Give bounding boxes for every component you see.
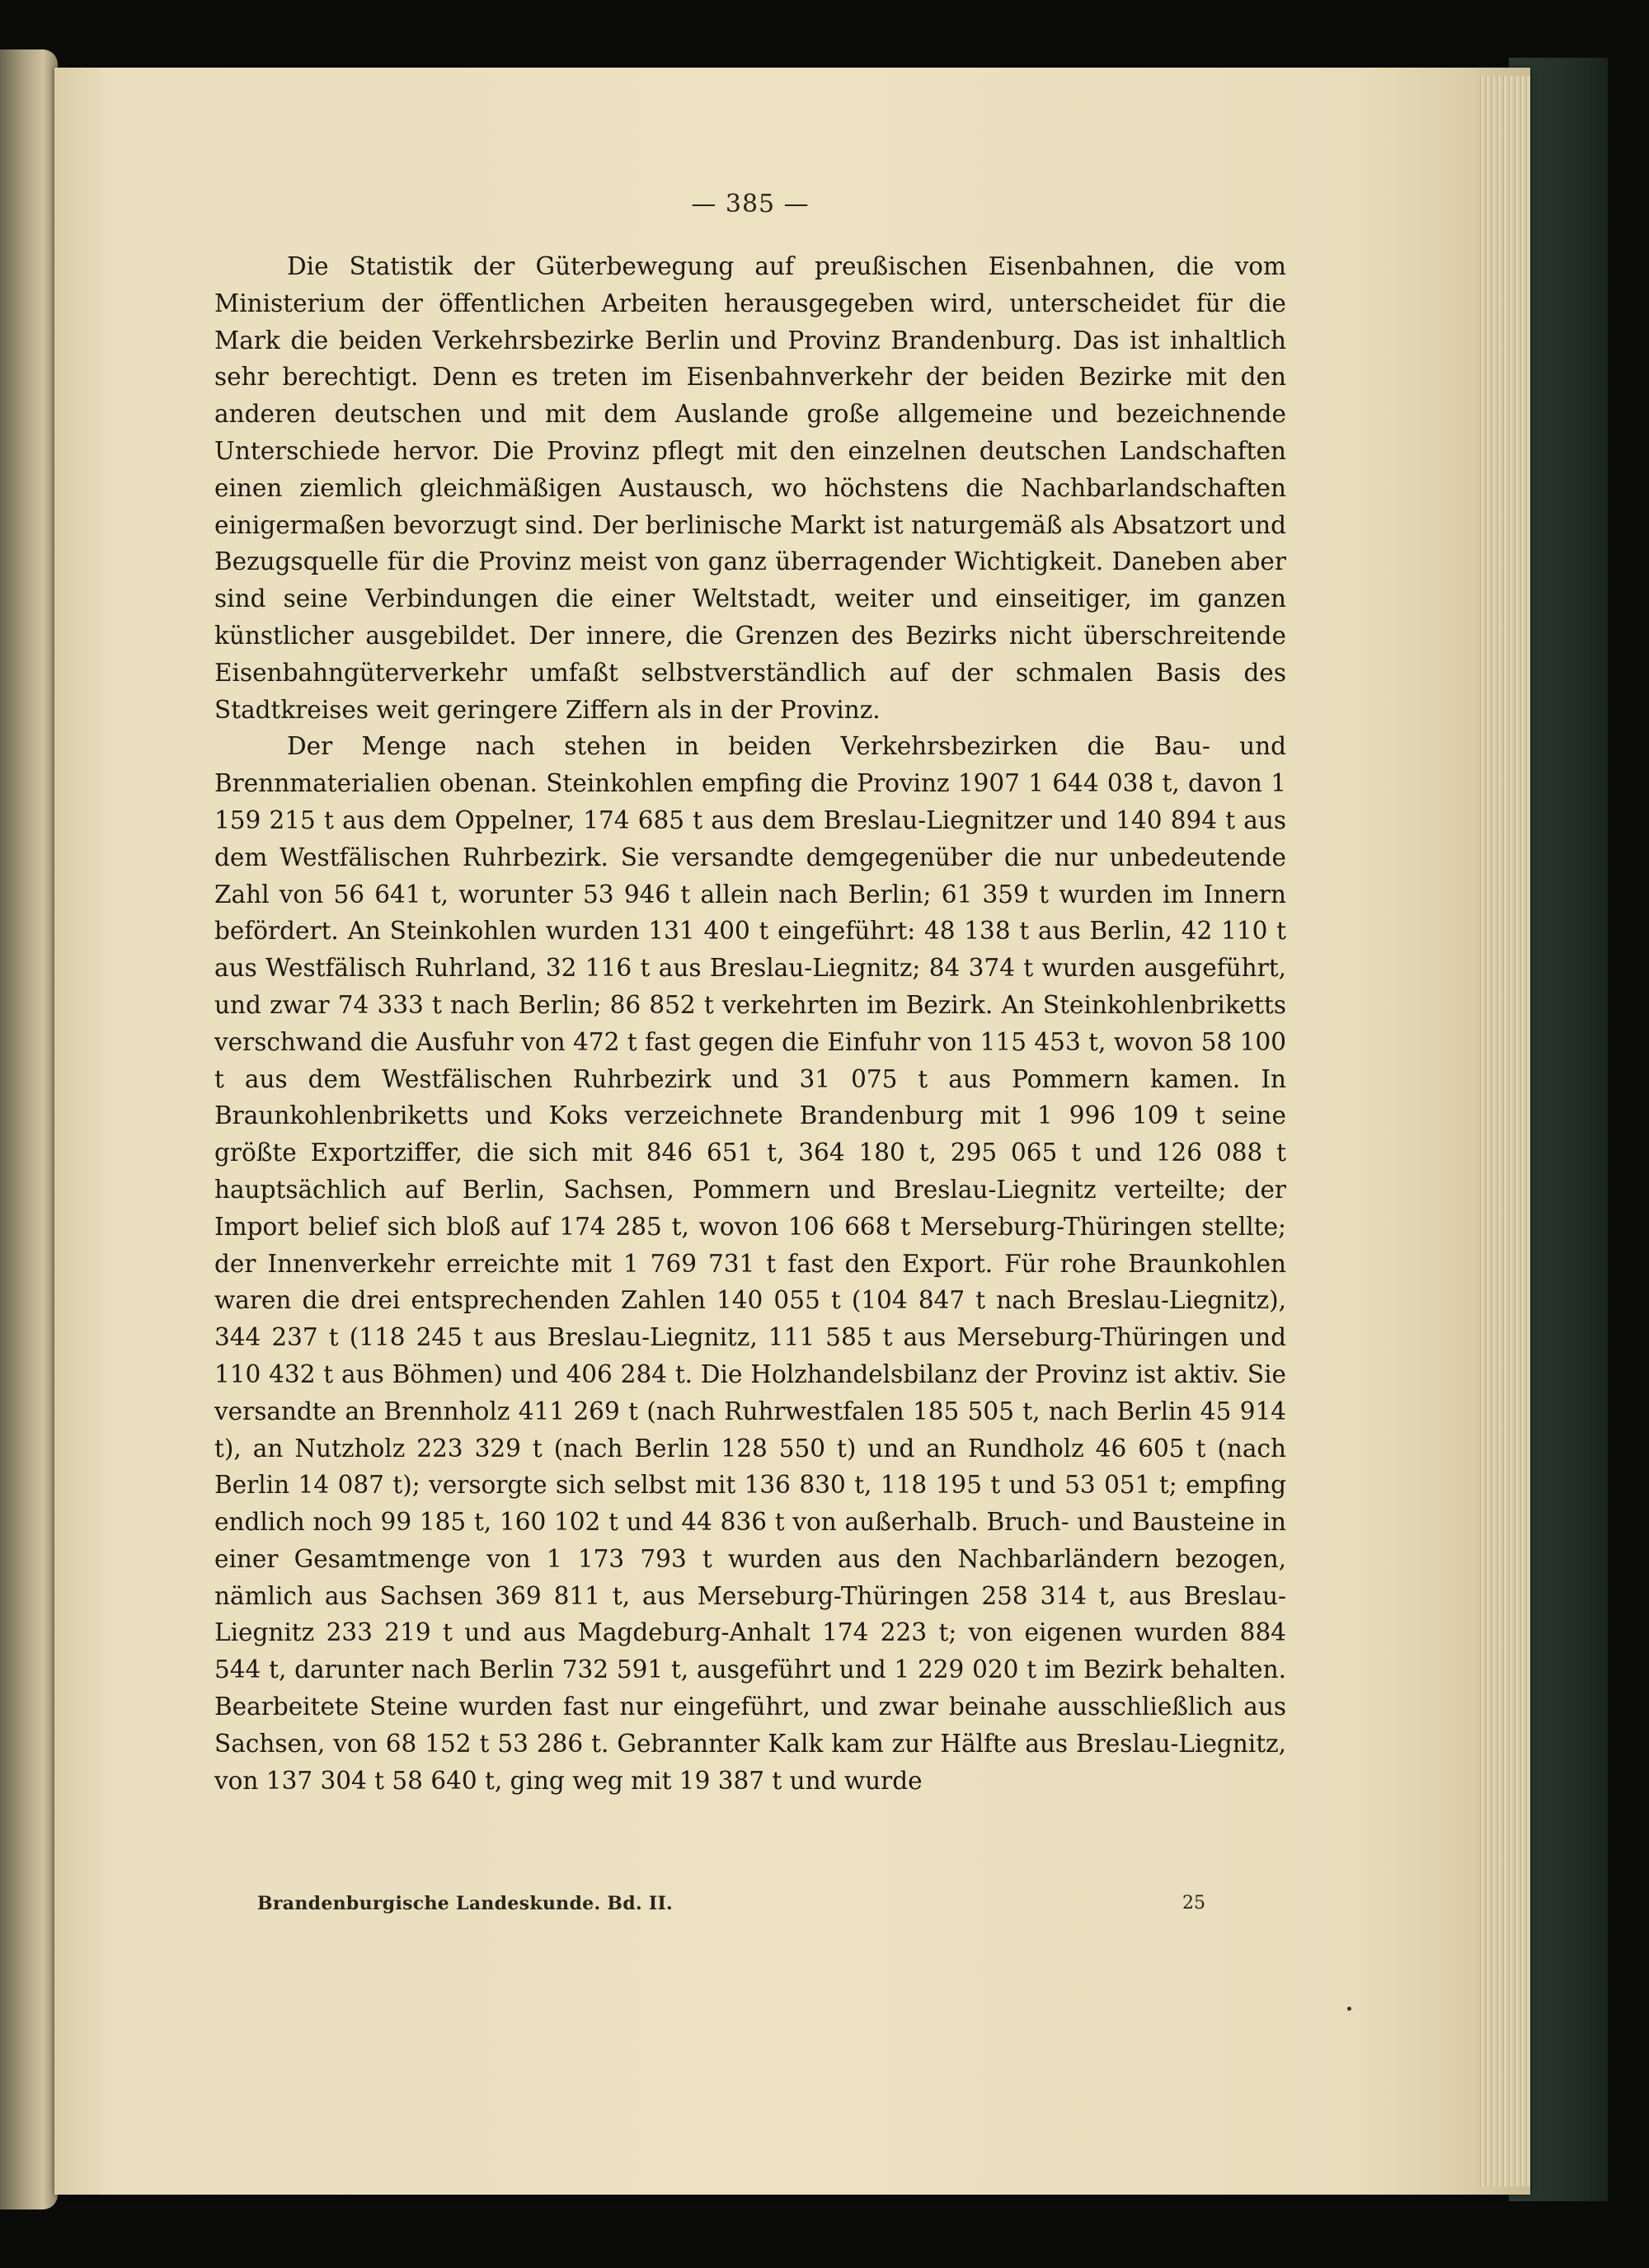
page-stack-edge bbox=[1478, 76, 1530, 2186]
paragraph-statistics: Die Statistik der Güterbewegung auf preußischen Eisenbahnen, die vom Ministerium der öffentlichen Arbeiten herausgegeben wird, unterscheidet für die Mark die beiden Verkehrsbezirke Berlin und Provinz Brandenburg. Das ist inhaltlich sehr berechtigt. Denn es treten im Eisenbahnverkehr der beiden Bezirke mit den anderen deutschen und mit dem Auslande große allgemeine und bezeichnende Unterschiede hervor. Die Provinz pflegt mit den einzelnen deutschen Landschaften einen ziemlich gleichmäßigen Austausch, wo höchstens die Nachbarlandschaften einigermaßen bevorzugt sind. Der berlinische Markt ist naturgemäß als Absatzort und Bezugsquelle für die Provinz meist von ganz überragender Wichtigkeit. Daneben aber sind seine Verbindungen die einer Weltstadt, weiter und einseitiger, im ganzen künstlicher ausgebildet. Der innere, die Grenzen des Bezirks nicht überschreitende Eisenbahngüterverkehr umfaßt selbstverständlich auf der schmalen Basis des Stadtkreises weit geringere Ziffern als in der Provinz. bbox=[214, 252, 1286, 724]
footer-book-title: Brandenburgische Landeskunde. Bd. II. bbox=[257, 1893, 674, 1914]
left-page-edge bbox=[0, 49, 58, 2209]
page-footer bbox=[257, 1893, 1205, 1914]
page-content bbox=[214, 190, 1286, 1799]
speck-mark bbox=[1347, 2007, 1351, 2011]
paragraph-materials: Der Menge nach stehen in beiden Verkehrsbezirken die Bau- und Brennmaterialien obenan. Steinkohlen empfing die Provinz 1907 1 644 038 t, davon 1 159 215 t aus dem Oppelner, 174 685 t aus dem Breslau-Liegnitzer und 140 894 t aus dem Westfälischen Ruhrbezirk. Sie versandte demgegenüber die nur unbedeutende Zahl von 56 641 t, worunter 53 946 t allein nach Berlin; 61 359 t wurden im Innern befördert. An Steinkohlen wurden 131 400 t eingeführt: 48 138 t aus Berlin, 42 110 t aus Westfälisch Ruhrland, 32 116 t aus Breslau-Liegnitz; 84 374 t wurden ausgeführt, und zwar 74 333 t nach Berlin; 86 852 t verkehrten im Bezirk. An Steinkohlenbriketts verschwand die Ausfuhr von 472 t fast gegen die Einfuhr von 115 453 t, wovon 58 100 t aus dem Westfälischen Ruhrbezirk und 31 075 t aus Pommern kamen. In Braunkohlenbriketts und Koks verzeichnete Brandenburg mit 1 996 109 t seine größte Exportziffer, die sich mit 846 651 t, 364 180 t, 295 065 t und 126 088 t hauptsächlich auf Berlin, Sachsen, Pommern und Breslau-Liegnitz verteilte; der Import belief sich bloß auf 174 285 t, wovon 106 668 t Merseburg-Thüringen stellte; der Innenverkehr erreichte mit 1 769 731 t fast den Export. Für rohe Braunkohlen waren die drei entsprechenden Zahlen 140 055 t (104 847 t nach Breslau-Liegnitz), 344 237 t (118 245 t aus Breslau-Liegnitz, 111 585 t aus Merseburg-Thüringen und 110 432 t aus Böhmen) und 406 284 t. Die Holzhandelsbilanz der Provinz ist aktiv. Sie versandte an Brennholz 411 269 t (nach Ruhrwestfalen 185 505 t, nach Berlin 45 914 t), an Nutzholz 223 329 t (nach Berlin 128 550 t) und an Rundholz 46 605 t (nach Berlin 14 087 t); versorgte sich selbst mit 136 830 t, 118 195 t und 53 051 t; empfing endlich noch 99 185 t, 160 102 t und 44 836 t von außerhalb. Bruch- und Bausteine in einer Gesamtmenge von 1 173 793 t wurden aus den Nachbarländern bezogen, nämlich aus Sachsen 369 811 t, aus Merseburg-Thüringen 258 314 t, aus Breslau-Liegnitz 233 219 t und aus Magdeburg-Anhalt 174 223 t; von eigenen wurden 884 544 t, darunter nach Berlin 732 591 t, ausgeführt und 1 229 020 t im Bezirk behalten. Bearbeitete Steine wurden fast nur eingeführt, und zwar beinahe ausschließlich aus Sachsen, von 68 152 t 53 286 t. Gebrannter Kalk kam zur Hälfte aus Breslau-Liegnitz, von 137 304 t 58 640 t, ging weg mit 19 387 t und wurde bbox=[214, 732, 1286, 1795]
footer-signature-mark: 25 bbox=[1182, 1893, 1205, 1913]
page-number: — 385 — bbox=[691, 190, 810, 218]
